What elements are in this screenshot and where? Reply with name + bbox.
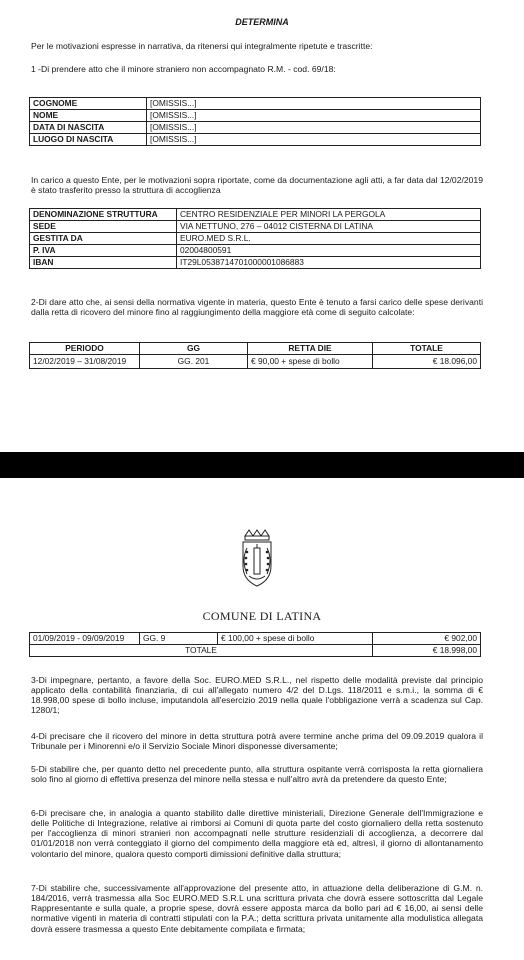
struttura-value: CENTRO RESIDENZIALE PER MINORI LA PERGOLA: [177, 209, 481, 221]
column-header: RETTA DIE: [248, 343, 373, 355]
table-row: [30, 122, 481, 134]
carico-paragraph: In carico a questo Ente, per le motivazioni sopra riportate, come da documentazione agli atti, a far data dal 12/02/2019 è stato trasferito presso la struttura di accoglienza: [31, 175, 483, 196]
page-separator-band: [0, 452, 524, 478]
document-page-bottom: [0, 478, 524, 960]
point-3: 3-Di impegnare, pertanto, a favore della Soc. EURO.MED S.R.L., nel rispetto delle modalità previste dal principio applicato della contabilità finanziaria, di cui all'allegato numero 4/2 del D.Lgs. 118/2011 e s.m.i., la somma di € 18.998,00 spese di bollo incluse, imputandola all'esercizio 2019 nella quale l'obbligazione verrà a scadenza sul Cap. 1280/1;: [31, 675, 483, 716]
periodo-cell: 01/09/2019 - 09/09/2019: [30, 633, 140, 645]
person-value: [OMISSIS...]: [147, 98, 481, 110]
table-row: [30, 110, 481, 122]
document-page-top: [0, 0, 524, 452]
table-total-row: [30, 645, 481, 657]
point-7: 7-Di stabilire che, successivamente all'approvazione del presente atto, in attuazione della deliberazione di G.M. n. 184/2016, verrà trasmessa alla Soc EURO.MED S.R.L una scrittura privata che dovrà essere sottoscritta dal Legale Rappresentante e sulla quale, a proprie spese, dovrà essere apposta marca da bollo pari ad € 16,00, ai sensi delle normative vigenti in materia di contratti stipulati con la P.A.; detta scrittura privata unitamente alla modulistica allegata dovrà essere trasmessa a questo Ente debitamente compilata e firmata;: [31, 883, 483, 934]
intro-paragraph: Per le motivazioni espresse in narrativa, da ritenersi qui integralmente ripetute e trascritte:: [31, 41, 373, 51]
person-table: [29, 97, 481, 146]
totale-label: TOTALE: [30, 645, 373, 657]
struttura-value: 02004800591: [177, 245, 481, 257]
person-label: COGNOME: [30, 98, 147, 110]
struttura-label: GESTITA DA: [30, 233, 177, 245]
retta-table: [29, 342, 481, 369]
totale-cell: € 902,00: [373, 633, 481, 645]
point-4: 4-Di precisare che il ricovero del minore in detta struttura potrà avere termine anche prima del 09.09.2019 qualora il Tribunale per i Minorenni e/o il Servizio Sociale Minori disponesse diversamente;: [31, 731, 483, 752]
totale-value: € 18.998,00: [373, 645, 481, 657]
point-2: 2-Di dare atto che, ai sensi della normativa vigente in materia, questo Ente è tenuto a farsi carico delle spese derivanti dalla retta di ricovero del minore fino al raggiungimento della maggiore età come di seguito calcolate:: [31, 297, 483, 318]
point-5: 5-Di stabilire che, per quanto detto nel precedente punto, alla struttura ospitante verrà corrisposta la retta giornaliera solo fino al giorno di effettiva presenza del minore nella stessa e null'altro avrà da pretendere da questo Ente;: [31, 764, 483, 785]
struttura-table: [29, 208, 481, 269]
periodo-cell: 12/02/2019 – 31/08/2019: [30, 355, 140, 369]
table-row: [30, 134, 481, 146]
person-value: [OMISSIS...]: [147, 134, 481, 146]
table-row: [30, 245, 481, 257]
table-row: [30, 257, 481, 269]
table-row: [30, 209, 481, 221]
person-value: [OMISSIS...]: [147, 110, 481, 122]
person-value: [OMISSIS...]: [147, 122, 481, 134]
person-label: NOME: [30, 110, 147, 122]
totale-cell: € 18.096,00: [373, 355, 481, 369]
comune-emblem-icon: [237, 528, 277, 590]
struttura-value: EURO.MED S.R.L.: [177, 233, 481, 245]
struttura-label: SEDE: [30, 221, 177, 233]
person-label: LUOGO DI NASCITA: [30, 134, 147, 146]
table-row: [30, 98, 481, 110]
struttura-label: P. IVA: [30, 245, 177, 257]
gg-cell: GG. 9: [140, 633, 218, 645]
struttura-label: IBAN: [30, 257, 177, 269]
struttura-label: DENOMINAZIONE STRUTTURA: [30, 209, 177, 221]
retta-table-continued: [29, 632, 481, 657]
table-row: [30, 355, 481, 369]
retta-cell: € 90,00 + spese di bollo: [248, 355, 373, 369]
column-header: GG: [140, 343, 248, 355]
table-row: [30, 221, 481, 233]
person-label: DATA DI NASCITA: [30, 122, 147, 134]
point-1: 1 -Di prendere atto che il minore straniero non accompagnato R.M. - cod. 69/18:: [31, 64, 336, 74]
table-header-row: [30, 343, 481, 355]
comune-heading: COMUNE DI LATINA: [202, 609, 322, 623]
column-header: PERIODO: [30, 343, 140, 355]
struttura-value: IT29L0538714701000001086883: [177, 257, 481, 269]
gg-cell: GG. 201: [140, 355, 248, 369]
column-header: TOTALE: [373, 343, 481, 355]
document-title: DETERMINA: [235, 17, 289, 27]
retta-cell: € 100,00 + spese di bollo: [218, 633, 373, 645]
struttura-value: VIA NETTUNO, 276 – 04012 CISTERNA DI LATINA: [177, 221, 481, 233]
table-row: [30, 633, 481, 645]
point-6: 6-Di precisare che, in analogia a quanto stabilito dalle direttive ministeriali, Direzione Generale dell'Immigrazione e delle Politiche di Integrazione, relative ai rimborsi ai Comuni di quota parte del costo giornaliero della retta sostenuto per l'accoglienza di minori stranieri non accompagnati nelle strutture residenziali di accoglienza, a decorrere dal 01/01/2018 non verrà conteggiato il giorno del compimento della maggiore età ed, altresì, il giorno di allontanamento volontario del minore, qualora questo comporti dimissioni definitive dalla struttura;: [31, 808, 483, 859]
table-row: [30, 233, 481, 245]
